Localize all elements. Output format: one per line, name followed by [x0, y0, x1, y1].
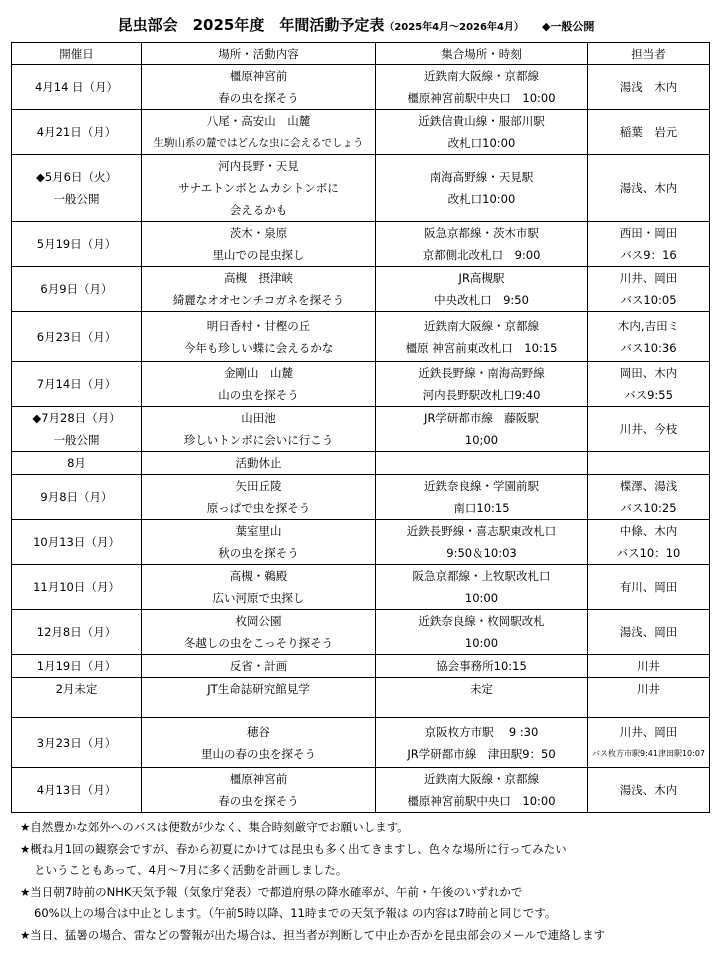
- cell-place-text: 春の虫を探そう: [218, 794, 299, 808]
- table-row: [12, 678, 710, 718]
- cell-staff: [588, 565, 710, 610]
- cell-place-text: 山田池: [241, 411, 276, 425]
- table-row: [12, 565, 710, 610]
- cell-date: [12, 267, 142, 312]
- cell-meeting: [376, 362, 588, 407]
- cell-staff-text: バス9:55: [624, 388, 673, 402]
- cell-place-text: 明日香村・甘樫の丘: [206, 318, 311, 333]
- table-row: [12, 610, 710, 655]
- cell-place: [142, 768, 376, 813]
- cell-meeting: [376, 222, 588, 267]
- cell-staff-text: 西田・岡田: [619, 226, 678, 240]
- cell-place-text: サナエトンボとムカシトンボに: [178, 181, 339, 195]
- cell-meeting: [376, 312, 588, 362]
- cell-place-text: 春の虫を探そう: [218, 91, 299, 105]
- cell-date: [12, 65, 142, 110]
- note-line: 60%以上の場合は中止とします。（午前5時以降、11時までの天気予報は の内容は7時前と同じです。: [34, 906, 557, 920]
- cell-meeting-text: 阪急京都線・茨木市駅: [424, 226, 539, 240]
- cell-date: [12, 718, 142, 768]
- cell-place: [142, 65, 376, 110]
- cell-staff: [588, 452, 710, 475]
- cell-place-text: 秋の虫を探そう: [218, 546, 299, 560]
- cell-place-text: 原っぱで虫を探そう: [206, 501, 311, 515]
- cell-date-text: 4月21日（月）: [36, 125, 117, 139]
- table-row: [12, 768, 710, 813]
- cell-date-text: 4月14 日（月）: [34, 80, 119, 94]
- cell-staff-text: 湯浅、木内: [619, 783, 678, 797]
- cell-place-text: 珍しいトンボに会いに行こう: [183, 433, 334, 447]
- cell-meeting: [376, 407, 588, 452]
- cell-date-text: 6月9日（月）: [40, 282, 113, 296]
- cell-place: [142, 475, 376, 520]
- cell-meeting-text: 9:50＆10:03: [446, 546, 517, 560]
- title-period: （2025年4月～2026年4月）: [384, 22, 524, 33]
- cell-date: [12, 565, 142, 610]
- schedule-table: [11, 42, 710, 813]
- cell-place: [142, 678, 376, 718]
- cell-place-text: 今年も珍しい蝶に会えるかな: [183, 340, 334, 355]
- cell-staff: [588, 312, 710, 362]
- cell-date-text: 12月8日（月）: [36, 625, 117, 639]
- cell-date: [12, 110, 142, 155]
- cell-meeting-text: 未定: [470, 682, 493, 696]
- cell-place-text: 反省・計画: [229, 659, 288, 673]
- cell-place-text: 冬越しの虫をこっそり探そう: [183, 636, 334, 650]
- cell-staff: [588, 768, 710, 813]
- note-line: ★当日朝7時前のNHK天気予報（気象庁発表）で都道府県の降水確率が、午前・午後のいずれかで: [20, 884, 523, 899]
- header-meeting: 集合場所・時刻: [376, 43, 588, 65]
- cell-staff: [588, 362, 710, 407]
- cell-meeting-text: 近鉄奈良線・学園前駅: [424, 479, 539, 493]
- table-row: [12, 520, 710, 565]
- table-row: [12, 267, 710, 312]
- cell-meeting: [376, 110, 588, 155]
- cell-place: [142, 520, 376, 565]
- cell-meeting-text: JR学研都市線 津田駅9：50: [407, 746, 556, 761]
- cell-meeting-text: 京阪枚方市駅 9 :30: [424, 724, 539, 739]
- cell-meeting-text: 南海高野線・天見駅: [429, 170, 534, 184]
- cell-date: [12, 655, 142, 678]
- cell-date: [12, 155, 142, 222]
- cell-place-text: 茨木・泉原: [229, 226, 288, 240]
- cell-meeting-text: JR学研都市線 藤阪駅: [424, 411, 539, 425]
- cell-place-text: 里山での昆虫探し: [212, 248, 305, 262]
- cell-staff: [588, 520, 710, 565]
- cell-place: [142, 718, 376, 768]
- cell-place-text: 枚岡公園: [235, 614, 282, 628]
- cell-date-text: 9月8日（月）: [40, 490, 113, 504]
- cell-meeting: [376, 65, 588, 110]
- cell-meeting: [376, 678, 588, 718]
- cell-meeting: [376, 475, 588, 520]
- header-place: 場所・活動内容: [142, 43, 376, 65]
- cell-staff: [588, 267, 710, 312]
- cell-date: [12, 610, 142, 655]
- cell-place-text: 穂谷: [247, 724, 270, 739]
- cell-staff-text: 中條、木内: [619, 524, 678, 538]
- cell-place: [142, 267, 376, 312]
- cell-place: [142, 155, 376, 222]
- cell-place: [142, 610, 376, 655]
- cell-staff-text: 湯浅 木内: [619, 80, 678, 94]
- table-row: [12, 718, 710, 768]
- cell-meeting-text: 10:00: [464, 591, 499, 605]
- document-title: [0, 14, 712, 35]
- cell-date-text: 7月14日（月）: [36, 377, 117, 391]
- cell-date-text: 10月13日（月）: [33, 535, 120, 549]
- cell-staff-text: 川井、今枝: [619, 422, 678, 436]
- table-row: [12, 222, 710, 267]
- cell-meeting: [376, 155, 588, 222]
- cell-date: [12, 407, 142, 452]
- cell-place-text: 綺麗なオオセンチコガネを探そう: [172, 293, 345, 307]
- cell-date-text: 2月未定: [55, 682, 98, 696]
- cell-place: [142, 407, 376, 452]
- cell-meeting-text: 河内長野駅改札口9:40: [422, 388, 541, 402]
- cell-date-text: 1月19日（月）: [36, 659, 117, 673]
- cell-date-text: 一般公開: [53, 192, 100, 206]
- cell-place-text: 広い河原で虫探し: [212, 591, 305, 605]
- table-row: [12, 452, 710, 475]
- cell-staff-text: 湯浅、岡田: [619, 625, 678, 639]
- cell-place-text: 八尾・高安山 山麓: [206, 114, 311, 128]
- cell-meeting-text: 10:00: [464, 636, 499, 650]
- cell-date: [12, 520, 142, 565]
- cell-staff: [588, 222, 710, 267]
- cell-place-text: 橿原神宮前: [229, 772, 288, 786]
- cell-meeting: [376, 520, 588, 565]
- table-row: [12, 110, 710, 155]
- table-row: [12, 475, 710, 520]
- note-line: ★概ね月1回の観察会ですが、春から初夏にかけては昆虫も多く出てきますし、色々な場所に行ってみたい: [20, 841, 567, 856]
- cell-meeting-text: 近鉄長野線・喜志駅東改札口: [406, 524, 557, 538]
- cell-place: [142, 452, 376, 475]
- cell-staff: [588, 65, 710, 110]
- cell-staff: [588, 610, 710, 655]
- cell-meeting-text: 京都側北改札口 9:00: [422, 248, 541, 262]
- cell-date-text: 11月10日（月）: [33, 580, 120, 594]
- cell-place: [142, 565, 376, 610]
- table-row: [12, 362, 710, 407]
- cell-place-text: 金剛山 山麓: [224, 366, 293, 380]
- cell-meeting: [376, 452, 588, 475]
- cell-date: [12, 362, 142, 407]
- cell-staff: [588, 678, 710, 718]
- cell-place: [142, 222, 376, 267]
- cell-meeting-text: 南口10:15: [453, 501, 510, 515]
- cell-meeting-text: 近鉄信貴山線・服部川駅: [418, 114, 545, 128]
- cell-staff-text: 湯浅、木内: [619, 181, 678, 195]
- cell-date: [12, 678, 142, 718]
- cell-place-text: 活動休止: [235, 456, 282, 470]
- cell-place-text: JT生命誌研究館見学: [207, 682, 310, 696]
- table-row: [12, 312, 710, 362]
- cell-meeting: [376, 610, 588, 655]
- cell-staff-text: 川井、岡田: [619, 271, 678, 285]
- cell-meeting-text: 改札口10:00: [447, 192, 516, 206]
- cell-meeting-text: 近鉄南大阪線・京都線: [424, 69, 539, 83]
- cell-meeting-text: 近鉄長野線・南海高野線: [418, 366, 545, 380]
- cell-meeting-text: 近鉄奈良線・枚岡駅改札: [418, 614, 545, 628]
- cell-staff-text: バス10:36: [620, 340, 677, 355]
- note-line: ★当日、猛暑の場合、雷などの警報が出た場合は、担当者が判断して中止か否かを昆虫部会のメールで連絡します: [20, 927, 606, 942]
- cell-place-text: 矢田丘陵: [235, 479, 282, 493]
- cell-staff: [588, 655, 710, 678]
- cell-place-text: 高槻・鵜殿: [229, 569, 288, 583]
- title-main: 昆虫部会 2025年度 年間活動予定表: [117, 16, 385, 34]
- cell-date-text: ◆5月6日（火）: [36, 170, 117, 184]
- cell-place-text: 河内長野・天見: [218, 159, 299, 173]
- cell-staff-text: 川井: [637, 682, 660, 696]
- header-date: 開催日: [12, 43, 142, 65]
- cell-date: [12, 222, 142, 267]
- cell-meeting-text: JR高槻駅: [458, 271, 505, 285]
- public-legend: ◆一般公開: [541, 20, 595, 33]
- cell-staff-text: 楪澤、湯浅: [619, 479, 678, 493]
- table-row: [12, 655, 710, 678]
- cell-meeting-text: 橿原神宮前駅中央口 10:00: [407, 91, 556, 105]
- cell-date: [12, 312, 142, 362]
- cell-place-text: 葉室里山: [235, 524, 282, 538]
- cell-meeting-text: 改札口10:00: [447, 136, 516, 150]
- cell-staff-text: 岡田、木内: [619, 366, 678, 380]
- cell-date-text: 3月23日（月）: [36, 735, 117, 750]
- cell-staff-text: バス10:05: [620, 293, 677, 307]
- cell-staff-text: 川井: [637, 659, 660, 673]
- cell-meeting: [376, 565, 588, 610]
- header-row: [12, 43, 710, 65]
- cell-date-text: 6月23日（月）: [36, 329, 117, 344]
- header-staff: 担当者: [588, 43, 710, 65]
- cell-meeting-text: 中央改札口 9:50: [434, 293, 529, 307]
- cell-date-text: 4月13日（月）: [36, 783, 117, 797]
- cell-meeting-text: 橿原 神宮前東改札口 10:15: [405, 340, 558, 355]
- cell-meeting: [376, 267, 588, 312]
- table-body: [12, 65, 710, 813]
- cell-staff-text: 稲葉 岩元: [619, 125, 678, 139]
- cell-place: [142, 110, 376, 155]
- cell-staff-text: バス10：10: [616, 546, 681, 560]
- cell-staff-text: バス9：16: [620, 248, 677, 262]
- cell-meeting-text: 近鉄南大阪線・京都線: [424, 318, 539, 333]
- cell-staff-text: 川井、岡田: [619, 724, 678, 739]
- cell-place-text: 高槻 摂津峡: [224, 271, 293, 285]
- cell-place-text: 橿原神宮前: [229, 69, 288, 83]
- note-line: ということもあって、4月～7月に多く活動を計画しました。: [34, 863, 348, 877]
- cell-meeting-text: 協会事務所10:15: [436, 659, 527, 673]
- cell-meeting-text: 近鉄南大阪線・京都線: [424, 772, 539, 786]
- cell-date-text: ◆7月28日（月）: [32, 411, 121, 425]
- notes: [20, 817, 710, 946]
- cell-meeting: [376, 718, 588, 768]
- cell-staff-text: バス10:25: [620, 501, 677, 515]
- cell-staff: [588, 718, 710, 768]
- cell-place-text: 会えるかも: [229, 203, 288, 217]
- cell-place-text: 生駒山系の麓ではどんな虫に会えるでしょう: [153, 137, 364, 149]
- cell-date: [12, 475, 142, 520]
- cell-place: [142, 362, 376, 407]
- table-row: [12, 65, 710, 110]
- cell-date: [12, 768, 142, 813]
- cell-date-text: 一般公開: [53, 433, 100, 447]
- cell-meeting-text: 阪急京都線・上牧駅改札口: [412, 569, 551, 583]
- cell-meeting-text: 橿原神宮前駅中央口 10:00: [407, 794, 556, 808]
- cell-date: [12, 452, 142, 475]
- cell-place-text: 里山の春の虫を探そう: [201, 746, 316, 761]
- table-row: [12, 155, 710, 222]
- cell-meeting: [376, 655, 588, 678]
- cell-staff-text: 木内,吉田ミ: [617, 318, 680, 333]
- cell-meeting-text: 10;00: [464, 433, 499, 447]
- table-row: [12, 407, 710, 452]
- cell-place: [142, 312, 376, 362]
- note-line: ★自然豊かな郊外へのバスは便数が少なく、集合時刻厳守でお願いします。: [20, 820, 409, 834]
- cell-staff: [588, 110, 710, 155]
- cell-staff-text: 有川、岡田: [619, 580, 678, 594]
- cell-meeting: [376, 768, 588, 813]
- cell-date-text: 8月: [67, 456, 86, 470]
- cell-staff: [588, 407, 710, 452]
- cell-staff-text: バス枚方市駅9:41津田駅10:07: [591, 748, 706, 758]
- cell-place-text: 山の虫を探そう: [218, 388, 299, 402]
- cell-date-text: 5月19日（月）: [36, 237, 117, 251]
- cell-staff: [588, 155, 710, 222]
- cell-place: [142, 655, 376, 678]
- cell-staff: [588, 475, 710, 520]
